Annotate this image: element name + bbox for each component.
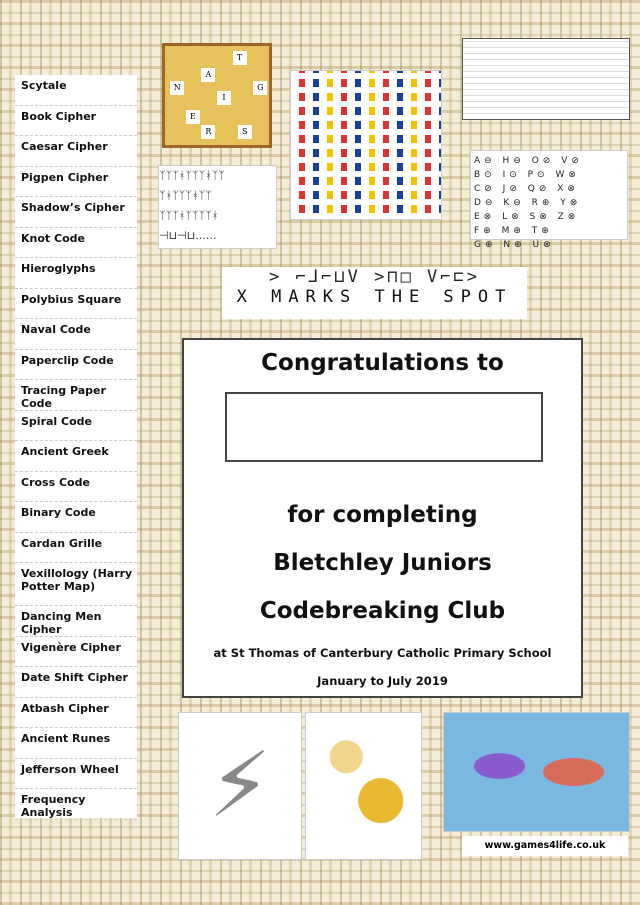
cipher-list-item: Tracing Paper Code bbox=[15, 380, 137, 411]
cipher-list-item: Frequency Analysis bbox=[15, 789, 137, 820]
cipher-list-item: Cardan Grille bbox=[15, 533, 137, 564]
cipher-list bbox=[15, 75, 137, 818]
cipher-list-item: Scytale bbox=[15, 75, 137, 106]
motto-text: X MARKS THE SPOT bbox=[236, 287, 513, 307]
binary-table-image bbox=[462, 38, 630, 120]
certificate-box bbox=[182, 338, 583, 698]
cipher-list-item: Caesar Cipher bbox=[15, 136, 137, 167]
cipher-list-item: Cross Code bbox=[15, 472, 137, 503]
scytale-letter: A bbox=[201, 68, 215, 82]
dancing-men-image: ᛉᛉᛉᚼᛉᛉᛉᚼᛉᛉ ᛉᚼᛉᛉᛉᚼᛉᛉ ᛉᛉᛉᚼᛉᛉᛉᛉᚼ ⊣⊔⊣⊔...... bbox=[158, 165, 277, 249]
naval-flags-image bbox=[290, 70, 442, 220]
greece-map-image bbox=[443, 712, 630, 832]
scytale-letter: R bbox=[201, 125, 215, 139]
club-name-line1: Bletchley Juniors bbox=[273, 550, 492, 576]
cipher-list-item: Jefferson Wheel bbox=[15, 759, 137, 790]
scytale-letter: N bbox=[170, 81, 184, 95]
cipher-list-item: Shadow’s Cipher bbox=[15, 197, 137, 228]
cipher-list-item: Polybius Square bbox=[15, 289, 137, 320]
scytale-board-image bbox=[162, 43, 272, 148]
cipher-list-item: Knot Code bbox=[15, 228, 137, 259]
completing-text: for completing bbox=[287, 502, 478, 528]
cipher-list-item: Ancient Greek bbox=[15, 441, 137, 472]
cipher-list-item: Naval Code bbox=[15, 319, 137, 350]
cipher-list-item: Spiral Code bbox=[15, 411, 137, 442]
cipher-list-item: Paperclip Code bbox=[15, 350, 137, 381]
cipher-list-item: Hieroglyphs bbox=[15, 258, 137, 289]
cipher-list-item: Atbash Cipher bbox=[15, 698, 137, 729]
cipher-list-item: Date Shift Cipher bbox=[15, 667, 137, 698]
cipher-list-item: Vexillology (Harry Potter Map) bbox=[15, 563, 137, 606]
scytale-letter: G bbox=[253, 81, 267, 95]
cipher-list-item: Book Cipher bbox=[15, 106, 137, 137]
website-url[interactable]: www.games4life.co.uk bbox=[462, 836, 628, 856]
athena-image bbox=[305, 712, 422, 860]
pigpen-alphabet-image: A⊖ H⊖ O⊘ V⊘ B⊙ I⊙ P⊙ W⊗ C⊘ J⊘ Q⊘ X⊗ D⊖ K⊖ R⊕ Y⊗ E⊗ L⊗ S⊗ Z⊗ F⊕ M⊕ T⊕ G⊕ N⊕ U⊗ bbox=[470, 150, 628, 240]
congratulations-heading: Congratulations to bbox=[261, 350, 504, 376]
pigpen-motto: > ⌐⅃⌐⊔V >⊓□ V⌐⊏> bbox=[269, 267, 480, 287]
scytale-letter: I bbox=[217, 91, 231, 105]
scytale-letter: T bbox=[233, 51, 247, 65]
cipher-list-item: Ancient Runes bbox=[15, 728, 137, 759]
cipher-list-item: Pigpen Cipher bbox=[15, 167, 137, 198]
recipient-name-box[interactable] bbox=[225, 392, 543, 462]
scytale-letter: E bbox=[186, 110, 200, 124]
cipher-list-item: Dancing Men Cipher bbox=[15, 606, 137, 637]
date-range: January to July 2019 bbox=[317, 674, 448, 688]
scytale-letter: S bbox=[238, 125, 252, 139]
club-name-line2: Codebreaking Club bbox=[259, 598, 506, 624]
motto-banner bbox=[222, 267, 527, 319]
cipher-list-item: Vigenère Cipher bbox=[15, 637, 137, 668]
zeus-image: ⚡ bbox=[178, 712, 302, 860]
cipher-list-item: Binary Code bbox=[15, 502, 137, 533]
school-name: at St Thomas of Canterbury Catholic Primary School bbox=[213, 646, 552, 660]
